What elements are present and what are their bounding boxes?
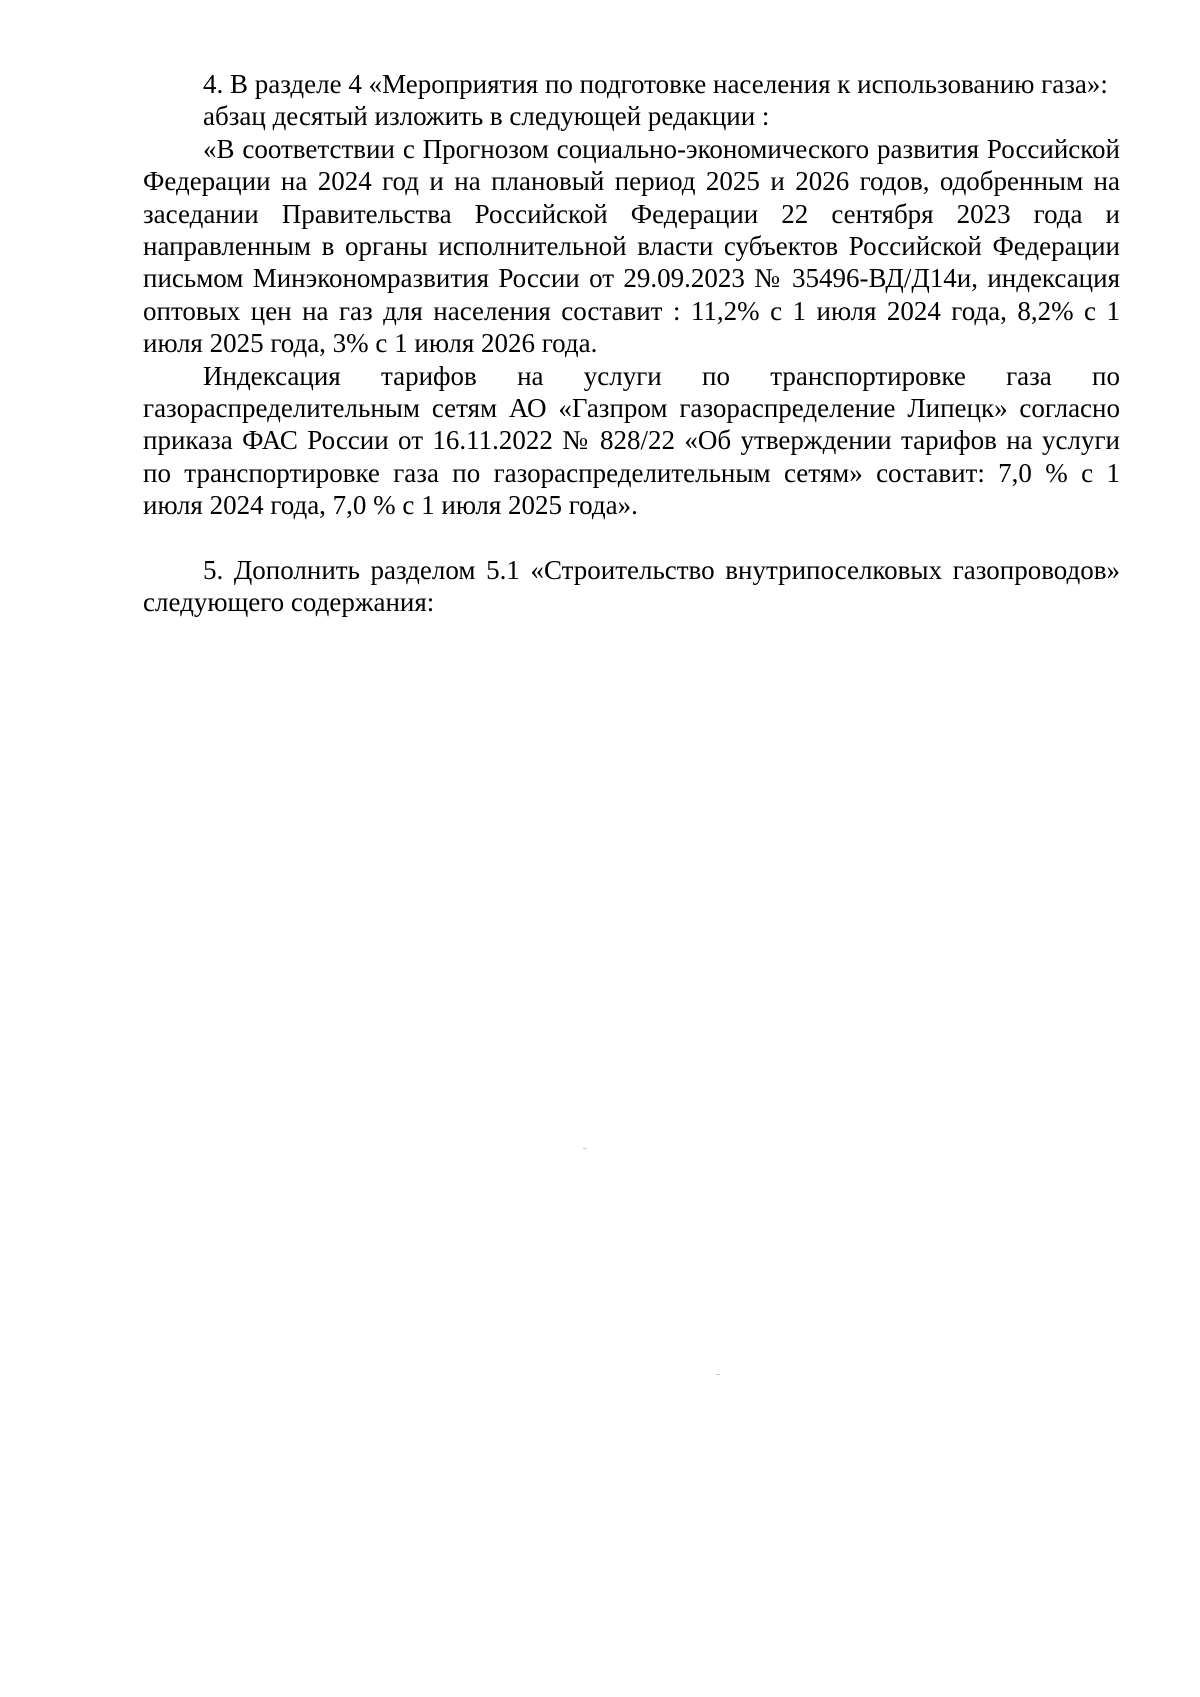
paragraph-gap	[143, 522, 1120, 554]
paragraph-forecast-quote: «В соответствии с Прогнозом социально-экономического развития Российской Федерации на 2024 год и на плановый период 2025 и 2026 годов, одобренным на заседании Правительства Российской Федерации 22 сентября 2023 года и направленным в органы исполнительной власти субъектов Российской Федерации письмом Минэкономразвития России от 29.09.2023 № 35496-ВД/Д14и, индексация оптовых цен на газ для населения составит : 11,2% с 1 июля 2024 года, 8,2% с 1 июля 2025 года, 3% с 1 июля 2026 года.	[143, 133, 1120, 359]
scan-speck	[583, 1148, 587, 1149]
paragraph-section-4-heading: 4. В разделе 4 «Мероприятия по подготовке населения к использованию газа»:	[203, 69, 1108, 99]
paragraph-tariff-indexation: Индексация тарифов на услуги по транспортировке газа по газораспределительным сетям АО «Газпром газораспределение Липецк» согласно приказа ФАС России от 16.11.2022 № 828/22 «Об утверждении тарифов на услуги по транспортировке газа по газораспределительным сетям» составит: 7,0 % с 1 июля 2024 года, 7,0 % с 1 июля 2025 года».	[143, 360, 1120, 521]
document-body	[143, 68, 1120, 619]
scan-speck	[716, 1374, 720, 1375]
paragraph-section-5-heading: 5. Дополнить разделом 5.1 «Строительство внутрипоселковых газопроводов» следующего содержания:	[143, 554, 1120, 618]
paragraph-instruction: абзац десятый изложить в следующей редакции :	[203, 101, 770, 132]
